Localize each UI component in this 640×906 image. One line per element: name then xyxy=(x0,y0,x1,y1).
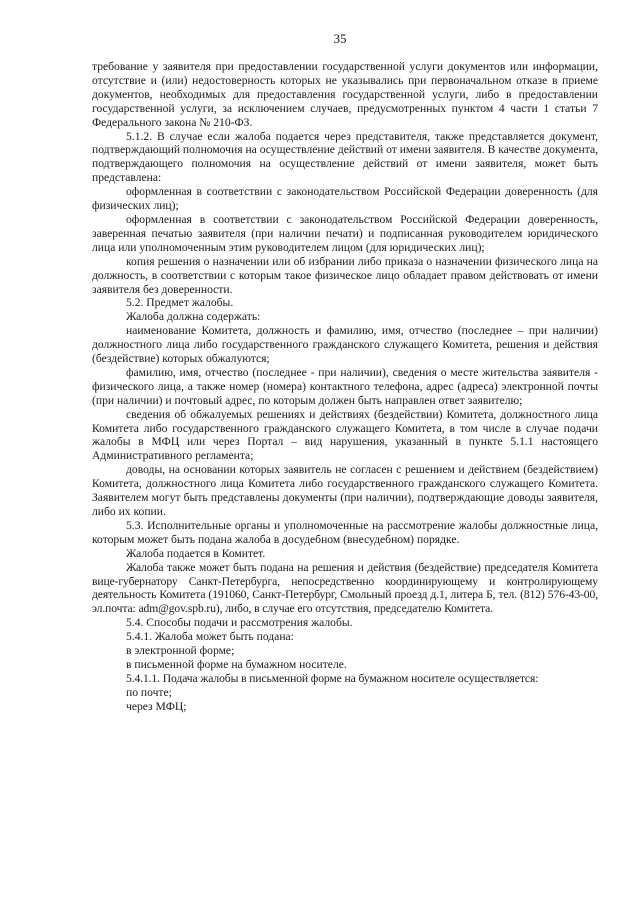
document-body xyxy=(92,60,598,714)
paragraph: требование у заявителя при предоставлении государственной услуги документов или информации, отсутствие и (или) недостоверность которых не указывались при первоначальном отказе в приеме документов, необходимых для предоставления государственной услуги, либо в предоставлении государственной услуги, за исключением случаев, предусмотренных пунктом 4 части 1 статьи 7 Федерального закона № 210-ФЗ. xyxy=(92,60,598,129)
page-number: 35 xyxy=(333,31,347,46)
paragraph: Жалоба также может быть подана на решения и действия (бездействие) председателя Комитета вице-губернатору Санкт-Петербурга, непосредственно координирующему и контролирующему деятельность Комитета (191060, Санкт-Петербург, Смольный проезд д.1, литера Б, тел. (812) 576-43-00, эл.почта: adm@gov.spb.ru), либо, в случае его отсутствия, председателю Комитета. xyxy=(92,560,598,616)
paragraph: 5.4.1. Жалоба может быть подана: xyxy=(126,630,294,644)
paragraph: Жалоба должна содержать: xyxy=(126,310,261,324)
list-item: через МФЦ; xyxy=(126,699,187,713)
section-heading: 5.4. Способы подачи и рассмотрения жалобы. xyxy=(126,616,353,630)
list-item: в письменной форме на бумажном носителе. xyxy=(126,657,347,671)
paragraph: 5.1.2. В случае если жалоба подается через представителя, также представляется документ, подтверждающий полномочия на осуществление действий от имени заявителя. В качестве документа, подтверждающего полномочия на осуществление действий от имени заявителя, может быть представлена: xyxy=(92,129,599,185)
paragraph: Жалоба подается в Комитет. xyxy=(126,546,266,560)
list-item: наименование Комитета, должность и фамилию, имя, отчество (последнее – при наличии) должностного лица либо государственного гражданского служащего Комитета, решения и действия (бездействие) которых обжалуются; xyxy=(92,324,598,366)
list-item: доводы, на основании которых заявитель не согласен с решением и действием (бездействием) Комитета, должностного лица Комитета либо государственного гражданского служащего Комитета. Заявителем могут быть представлены документы (при наличии), подтверждающие доводы заявителя, либо их копии. xyxy=(92,463,598,518)
list-item: сведения об обжалуемых решениях и действиях (бездействии) Комитета, должностного лица Комитета либо государственного гражданского служащего Комитета, в том числе в случае подачи жалобы в МФЦ или через Портал – вид нарушения, указанный в пункте 5.1.1 настоящего Административного регламента; xyxy=(92,407,598,463)
paragraph: копия решения о назначении или об избрании либо приказа о назначении физического лица на должность, в соответствии с которым такое физическое лицо обладает правом действовать от имени заявителя без доверенности. xyxy=(92,254,598,296)
list-item: по почте; xyxy=(126,685,172,699)
paragraph: оформленная в соответствии с законодательством Российской Федерации доверенность (для физических лиц); xyxy=(92,185,598,213)
section-heading: 5.3. Исполнительные органы и уполномоченные на рассмотрение жалобы должностные лица, которым может быть подана жалоба в досудебном (внесудебном) порядке. xyxy=(92,518,598,546)
paragraph: 5.4.1.1. Подача жалобы в письменной форме на бумажном носителе осуществляется: xyxy=(126,671,539,685)
paragraph: оформленная в соответствии с законодательством Российской Федерации доверенность, заверенная печатью заявителя (при наличии печати) и подписанная руководителем юридического лица или уполномоченным этим руководителем лицом (для юридических лиц); xyxy=(92,212,598,254)
list-item: фамилию, имя, отчество (последнее - при наличии), сведения о месте жительства заявителя - физического лица, а также номер (номера) контактного телефона, адрес (адреса) электронной почты (при наличии) и почтовый адрес, по которым должен быть направлен ответ заявителю; xyxy=(92,365,598,407)
list-item: в электронной форме; xyxy=(126,644,235,658)
section-heading: 5.2. Предмет жалобы. xyxy=(126,296,234,310)
